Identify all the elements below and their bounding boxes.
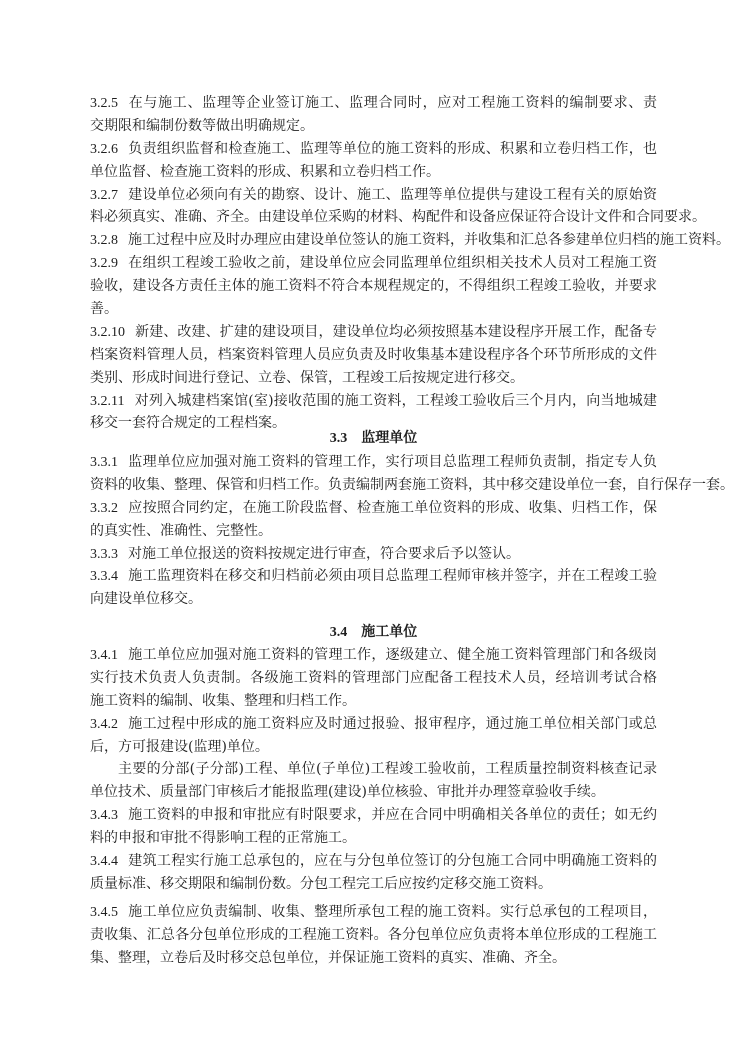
clause-paragraph (90, 850, 657, 896)
clause-line (90, 543, 657, 566)
clause-text: 对施工单位报送的资料按规定进行审查，符合要求后予以签认。 (128, 545, 520, 562)
clause-paragraph (90, 804, 657, 850)
clause-number: 3.3.3 (90, 546, 118, 562)
heading-number: 3.4 (329, 625, 348, 640)
clause-text: 施工过程中形成的施工资料应及时通过报验、报审程序，通过施工单位相关部门或总 (128, 715, 657, 732)
clause-text: 资料的收集、整理、保管和归档工作。负责编制两套施工资料，其中移交建设单位一套，自行保存一套。 (90, 476, 734, 493)
clause-text: 在与施工、监理等企业签订施工、监理合同时，应对工程施工资料的编制要求、责 (128, 95, 657, 111)
clause-line (90, 924, 657, 947)
clause-paragraph (90, 184, 706, 230)
clause-line (90, 206, 706, 229)
clause-text: 单位技术、质量部门审核后才能报监理(建设)单位核验、审批并办理签章验收手续。 (90, 784, 605, 801)
clause-line (90, 667, 657, 690)
clause-text: 应按照合同约定，在施工阶段监督、检查施工单位资料的形成、收集、归档工作，保 (128, 499, 657, 516)
clause-paragraph (90, 321, 657, 390)
clause-line (90, 520, 657, 543)
section-3-3-clauses (90, 451, 734, 611)
clause-text: 后，方可报建设(监理)单位。 (90, 738, 269, 755)
section-3-2-clauses (90, 92, 730, 435)
clause-line (90, 804, 657, 827)
clause-line (90, 138, 657, 161)
clause-text: 集、整理，立卷后及时移交总包单位，并保证施工资料的真实、准确、齐全。 (90, 949, 566, 966)
clause-paragraph (90, 543, 657, 566)
clause-text: 移交一套符合规定的工程档案。 (90, 415, 286, 432)
clause-text: 善。 (90, 301, 118, 318)
clause-text: 类别、形成时间进行登记、立卷、保管，工程竣工后按规定进行移交。 (90, 369, 524, 386)
clause-text: 施工过程中应及时办理应由建设单位签认的施工资料，并收集和汇总各参建单位归档的施工资料。 (128, 232, 730, 249)
clause-line (90, 690, 657, 713)
clause-text: 施工单位应加强对施工资料的管理工作，逐级建立、健全施工资料管理部门和各级岗 (128, 647, 657, 663)
clause-text: 的真实性、准确性、完整性。 (90, 522, 272, 539)
clause-text: 验收，建设各方责任主体的施工资料不符合本规程规定的，不得组织工程竣工验收，并要求 (90, 278, 657, 295)
clause-paragraph (90, 758, 657, 804)
clause-number: 3.2.6 (90, 141, 118, 157)
clause-paragraph (90, 644, 657, 713)
clause-paragraph (90, 451, 734, 497)
clause-paragraph (90, 497, 657, 543)
clause-text: 施工资料的编制、收集、整理和归档工作。 (90, 692, 356, 709)
clause-line (90, 229, 730, 252)
section-3-4-clauses (90, 644, 657, 896)
clause-line (90, 644, 657, 667)
clause-text: 对列入城建档案馆(室)接收范围的施工资料，工程竣工验收后三个月内，向当地城建 (134, 392, 657, 409)
clause-paragraph (90, 252, 657, 321)
clause-line (90, 321, 657, 344)
clause-number: 3.4.3 (90, 808, 118, 824)
clause-line (90, 781, 657, 804)
clause-text: 主要的分部(子分部)工程、单位(子单位)工程竣工验收前，工程质量控制资料核查记录 (118, 761, 657, 778)
clause-line (90, 850, 657, 873)
clause-number: 3.4.4 (90, 854, 118, 870)
clause-paragraph (90, 901, 657, 970)
clause-paragraph (90, 92, 657, 138)
clause-line (90, 275, 657, 298)
clause-text: 责收集、汇总各分包单位形成的工程施工资料。各分包单位应负责将本单位形成的工程施工 (90, 926, 657, 943)
clause-line (90, 827, 657, 850)
clause-line (90, 115, 657, 138)
clause-line (90, 713, 657, 736)
clause-line (90, 497, 657, 520)
clause-number: 3.2.7 (90, 187, 118, 203)
clause-text: 负责组织监督和检查施工、监理等单位的施工资料的形成、积累和立卷归档工作，也 (128, 140, 657, 157)
clause-number: 3.2.10 (90, 324, 125, 340)
clause-text: 建筑工程实行施工总承包的，应在与分包单位签订的分包施工合同中明确施工资料的 (128, 853, 657, 870)
clause-paragraph (90, 138, 657, 184)
clause-line (90, 161, 657, 184)
clause-text: 施工监理资料在移交和归档前必须由项目总监理工程师审核并签字，并在工程竣工验 (128, 568, 657, 585)
clause-text: 料的申报和审批不得影响工程的正常施工。 (90, 830, 356, 847)
heading-title: 施工单位 (361, 624, 418, 640)
clause-number: 3.3.1 (90, 455, 118, 470)
clause-line (90, 474, 734, 497)
clause-line (90, 873, 657, 896)
section-heading-3-4 (90, 621, 657, 644)
clause-line (90, 184, 657, 207)
clause-text: 建设单位必须向有关的勘察、设计、施工、监理等单位提供与建设工程有关的原始资 (128, 186, 657, 203)
section-heading-3-3 (90, 427, 657, 450)
clause-line (90, 451, 657, 474)
clause-line (90, 298, 657, 321)
clause-text: 料必须真实、准确、齐全。由建设单位采购的材料、构配件和设备应保证符合设计文件和合同要求。 (90, 209, 706, 226)
clause-line (90, 736, 657, 759)
clause-line (90, 252, 657, 275)
clause-line (90, 901, 657, 924)
clause-text: 向建设单位移交。 (90, 591, 202, 608)
clause-text: 新建、改建、扩建的建设项目，建设单位均必须按照基本建设程序开展工作，配备专 (135, 323, 657, 340)
clause-3-4-5-block (90, 901, 657, 970)
heading-number: 3.3 (329, 431, 348, 446)
clause-text: 施工单位应负责编制、收集、整理所承包工程的施工资料。实行总承包的工程项目， (128, 904, 657, 920)
clause-paragraph (90, 713, 657, 759)
clause-line (90, 947, 657, 970)
clause-text: 档案资料管理人员，档案资料管理人员应负责及时收集基本建设程序各个环节所形成的文件 (90, 346, 657, 363)
clause-line (90, 588, 657, 611)
clause-number: 3.2.9 (90, 256, 118, 272)
clause-line (90, 367, 657, 390)
clause-line (90, 565, 657, 588)
clause-number: 3.2.5 (90, 96, 118, 111)
clause-paragraph (90, 565, 657, 611)
clause-text: 交期限和编制份数等做出明确规定。 (90, 117, 314, 134)
clause-paragraph (90, 229, 730, 252)
clause-number: 3.2.8 (90, 233, 118, 249)
clause-number: 3.4.2 (90, 716, 118, 732)
clause-number: 3.3.2 (90, 500, 118, 516)
clause-line (90, 92, 657, 115)
clause-text: 单位监督、检查施工资料的形成、积累和立卷归档工作。 (90, 163, 440, 180)
clause-text: 监理单位应加强对施工资料的管理工作，实行项目总监理工程师负责制，指定专人负 (128, 454, 657, 470)
clause-text: 施工资料的申报和审批应有时限要求，并应在合同中明确相关各单位的责任；如无约 (128, 807, 657, 824)
clause-number: 3.4.1 (90, 648, 118, 663)
clause-text: 质量标准、移交期限和编制份数。分包工程完工后应按约定移交施工资料。 (90, 875, 552, 892)
clause-number: 3.3.4 (90, 569, 118, 585)
clause-line (90, 758, 657, 781)
clause-number: 3.4.5 (90, 905, 118, 920)
heading-title: 监理单位 (361, 430, 418, 446)
clause-number: 3.2.11 (90, 393, 125, 409)
clause-text: 在组织工程竣工验收之前，建设单位应会同监理单位组织相关技术人员对工程施工资 (128, 255, 657, 272)
clause-text: 实行技术负责人负责制。各级施工资料的管理部门应配备工程技术人员，经培训考试合格 (90, 669, 657, 686)
clause-line (90, 344, 657, 367)
clause-line (90, 390, 657, 413)
